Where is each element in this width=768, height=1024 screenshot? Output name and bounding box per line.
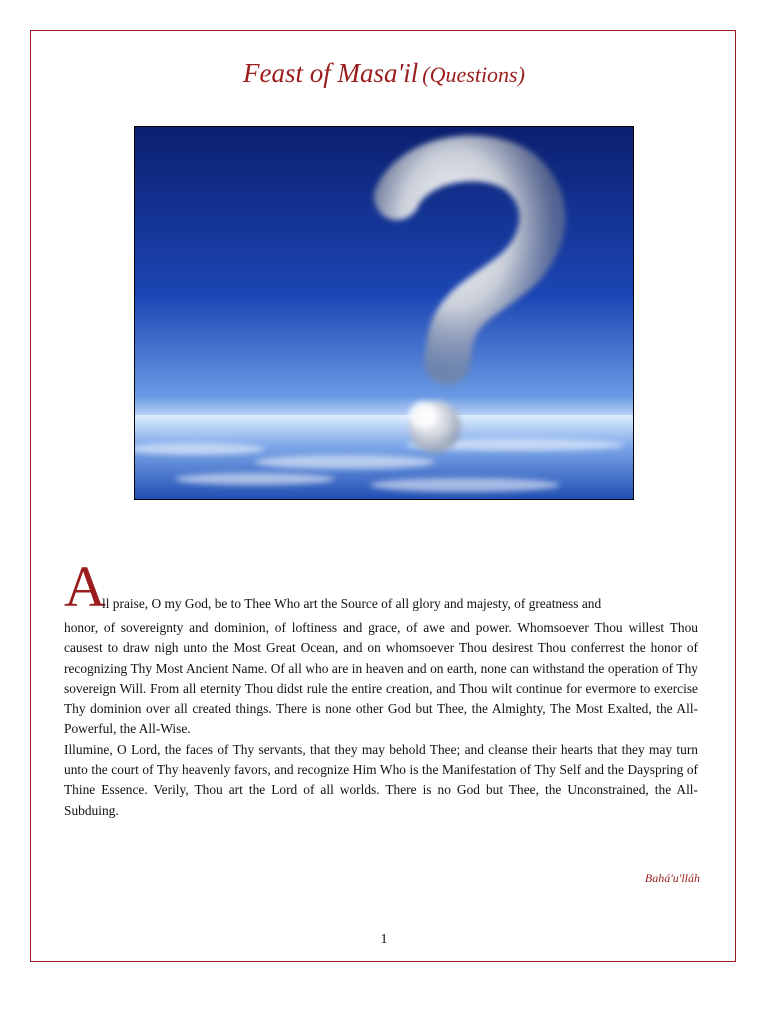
- page-number: 1: [380, 932, 388, 947]
- page-title: [0, 58, 768, 89]
- question-cloud-image: [134, 126, 634, 500]
- author-signature: Bahá'u'lláh: [644, 871, 700, 885]
- title-main: Feast of Masa'il: [243, 58, 419, 88]
- title-subtitle: (Questions): [422, 62, 525, 87]
- prayer-first-line: [64, 554, 698, 619]
- drop-cap: A: [64, 554, 106, 619]
- prayer-paragraph-2: Illumine, O Lord, the faces of Thy servants, that they may behold Thee; and cleanse their hearts that they may turn unto the court of Thy heavenly favors, and recognize Him Who is the Manifestation of Thy Self and the Dayspring of Thine Essence. Verily, Thou art the Lord of all worlds. There is no God but Thee, the Unconstrained, the All-Subduing.: [64, 741, 698, 818]
- prayer-opening: ll praise, O my God, be to Thee Who art the Source of all glory and majesty, of greatness and: [102, 596, 602, 611]
- prayer-text: [64, 554, 698, 821]
- prayer-paragraph-1: honor, of sovereignty and dominion, of loftiness and grace, of awe and power. Whomsoever Thou willest Thou causest to draw nigh unto the Most Great Ocean, and on whomsoever Thou desirest Thou conferrest the honor of recognizing Thy Most Ancient Name. Of all who are in heaven and on earth, none can withstand the operation of Thy sovereign Will. From all eternity Thou didst rule the entire creation, and Thou wilt continue for evermore to exercise Thy dominion over all created things. There is none other God but Thee, the Almighty, The Most Exalted, the All-Powerful, the All-Wise.: [64, 620, 698, 737]
